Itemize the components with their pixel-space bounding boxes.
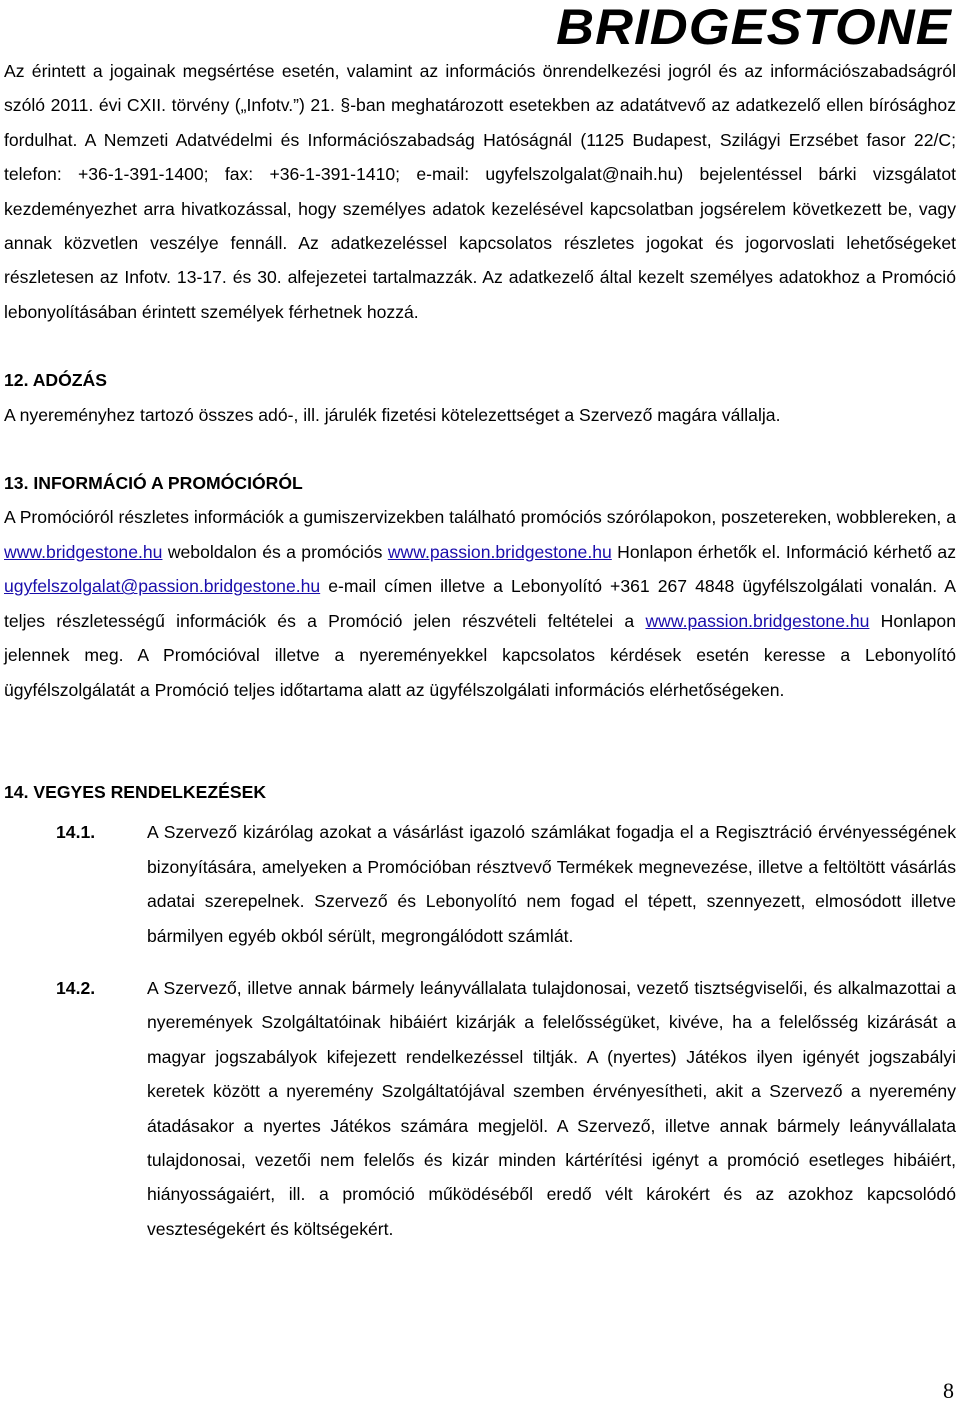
subsection-14-2 <box>4 971 956 1246</box>
text-segment: Honlapon jelennek meg. A Promócióval illetve a nyereményekkel kapcsolatos kérdések esetén keresse a Lebonyolító ügyfélszolgálatát a Promóció teljes időtartama alatt az ügyfélszolgálati információs elérhetőségeken. <box>4 610 957 700</box>
subsection-text: A Szervező kizárólag azokat a vásárlást igazoló számlákat fogadja el a Regisztráció érvényességének bizonyítására, amelyeken a Promócióban résztvevő Termékek megnevezése, illetve a feltöltött vásárlás adatai szerepelnek. Szervező és Lebonyolító nem fogad el tépett, szennyezett, elmosódott illetve bármilyen egyéb okból sérült, megrongálódott számlát. <box>147 822 956 946</box>
subsection-number: 14.1. <box>56 822 96 843</box>
document-body <box>4 54 956 1246</box>
text-segment: Honlapon érhetők el. Információ kérhető az <box>611 541 956 562</box>
section-heading-13: 13. INFORMÁCIÓ A PROMÓCIÓRÓL <box>4 473 303 494</box>
text-segment: e-mail címen illetve a Lebonyolító +361 267 4848 ügyfélszolgálati vonalán. A teljes részletességű információk és a Promóció jelen részvételi feltételei a <box>4 576 956 631</box>
subsection-number: 14.2. <box>56 977 96 998</box>
section-heading-14: 14. VEGYES RENDELKEZÉSEK <box>4 781 267 802</box>
section-heading-12: 12. ADÓZÁS <box>4 370 107 391</box>
text-segment: weboldalon és a promóciós <box>162 541 388 562</box>
subsection-text: A Szervező, illetve annak bármely leányvállalata tulajdonosai, vezető tisztségviselői, és alkalmazottai a nyeremények Szolgáltatóinak hibáiért kizárják a felelősségüket, kivéve, ha a felelősség kizárását a magyar jogszabályok kifejezett rendelkezéssel tiltják. A (nyertes) Játékos ilyen igényét jogszabályi keretek között a nyeremény Szolgáltatójával szemben érvényesítheti, akit a Szervező a nyeremény átadásakor a nyertes Játékos számára megjelöl. A Szervező, illetve annak bármely leányvállalata tulajdonosai, vezetői nem felelős és kizár minden kártérítési igényt a promóció esetleges hibáiért, hiányosságaiért, ill. a promóció működéséből eredő vélt károkért és az azokhoz kapcsolódó veszteségekért és költségekért. <box>147 977 956 1239</box>
subsection-14-1 <box>4 815 956 953</box>
paragraph-tax: A nyereményhez tartozó összes adó-, ill. járulék fizetési kötelezettséget a Szervező magára vállalja. <box>4 404 781 425</box>
link-email-ugyfelszolgalat[interactable]: ugyfelszolgalat@passion.bridgestone.hu <box>4 576 321 597</box>
link-passion-bridgestone-hu[interactable]: www.passion.bridgestone.hu <box>387 541 612 562</box>
link-bridgestone-hu[interactable]: www.bridgestone.hu <box>4 541 163 562</box>
bridgestone-logo: BRIDGESTONE <box>556 0 952 55</box>
paragraph-promo-info <box>4 500 956 706</box>
link-passion-bridgestone-hu-2[interactable]: www.passion.bridgestone.hu <box>645 610 870 631</box>
page-number: 8 <box>943 1378 954 1403</box>
paragraph-data-rights: Az érintett a jogainak megsértése esetén, valamint az információs önrendelkezési jogról és az információszabadságról szóló 2011. évi CXII. törvény („Infotv.”) 21. §-ban meghatározott esetekben az adatátvevő az adatkezelő ellen bírósághoz fordulhat. A Nemzeti Adatvédelmi és Információszabadság Hatóságnál (1125 Budapest, Szilágyi Erzsébet fasor 22/C; telefon: +36-1-391-1400; fax: +36-1-391-1410; e-mail: ugyfelszolgalat@naih.hu) bejelentéssel bárki vizsgálatot kezdeményezhet arra hivatkozással, hogy személyes adatok kezelésével kapcsolatban jogsérelem következett be, vagy annak közvetlen veszélye fennáll. Az adatkezeléssel kapcsolatos részletes jogokat és jogorvoslati lehetőségeket részletesen az Infotv. 13-17. és 30. alfejezetei tartalmazzák. Az adatkezelő által kezelt személyes adatokhoz a Promóció lebonyolításában érintett személyek férhetnek hozzá. <box>4 61 956 322</box>
text-segment: A Promócióról részletes információk a gumiszervizekben található promóciós szórólapokon, poszetereken, wobblereken, a <box>4 507 956 528</box>
